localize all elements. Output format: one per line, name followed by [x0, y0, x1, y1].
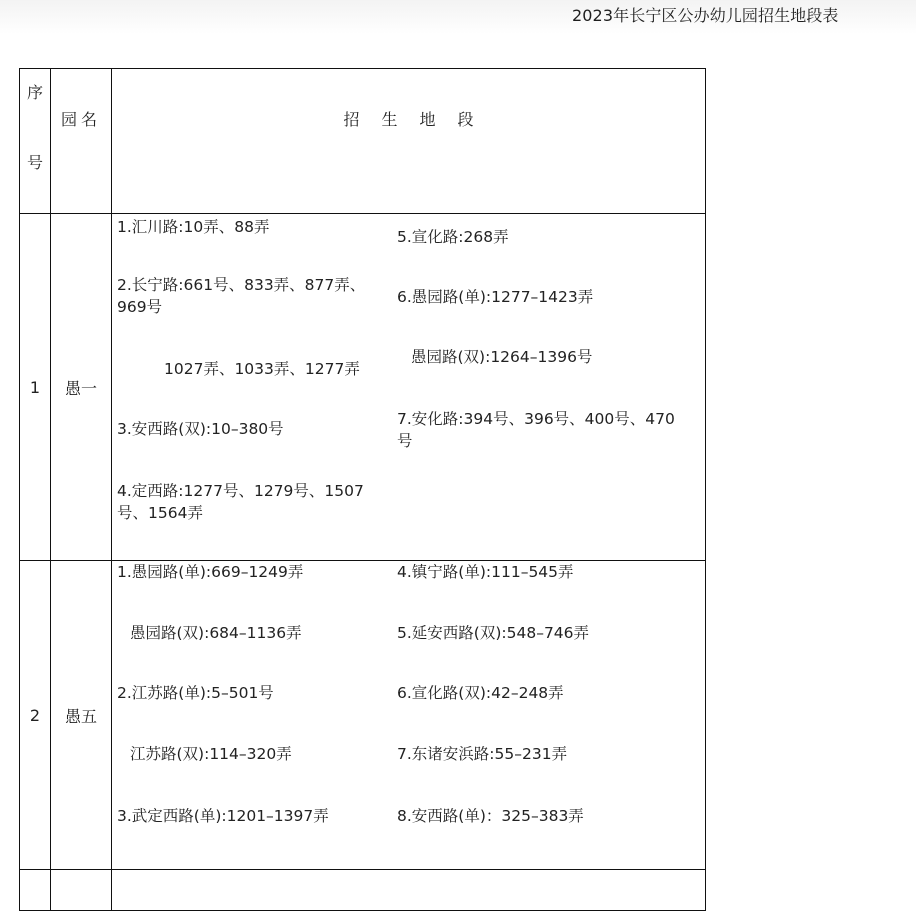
area-item: 4.定西路:1277号、1279号、1507号、1564弄 [117, 482, 364, 522]
table-header-row [20, 69, 706, 214]
area-item: 愚园路(双):1264–1396号 [411, 348, 593, 366]
kindergarten-name: 愚一 [51, 214, 112, 561]
area-item: 7.东诸安浜路:55–231弄 [397, 745, 568, 763]
header-area [112, 69, 706, 214]
area-item: 2.江苏路(单):5–501号 [117, 684, 274, 702]
area-item: 6.宣化路(双):42–248弄 [397, 684, 564, 702]
table-row [20, 214, 706, 561]
area-item: 5.延安西路(双):548–746弄 [397, 624, 590, 642]
area-item: 江苏路(双):114–320弄 [130, 745, 292, 763]
area-item: 3.武定西路(单):1201–1397弄 [117, 807, 329, 825]
header-area-label: 招生地段 [343, 110, 496, 129]
area-item-text: 2.长宁路:661号、833弄、877弄、969号 [117, 276, 366, 316]
area-item: 8.安西路(单)：325–383弄 [397, 807, 584, 825]
area-item: 6.愚园路(单):1277–1423弄 [397, 288, 594, 306]
enrollment-table [19, 68, 706, 911]
row-index: 2 [20, 561, 51, 870]
area-item: 5.宣化路:268弄 [397, 228, 509, 246]
header-name-label: 园名 [60, 110, 101, 129]
header-index-char-2: 号 [26, 153, 43, 172]
header-index-char-1: 序 [26, 83, 43, 102]
table-row [20, 870, 706, 911]
document-title: 2023年长宁区公办幼儿园招生地段表 [572, 6, 839, 25]
area-cell [112, 214, 706, 561]
area-item: 1027弄、1033弄、1277弄 [164, 360, 360, 378]
area-item: 3.安西路(双):10–380号 [117, 420, 284, 438]
kindergarten-name: 愚五 [51, 561, 112, 870]
area-cell [112, 870, 706, 911]
area-item [117, 274, 385, 318]
row-index [20, 870, 51, 911]
area-item: 4.镇宁路(单):111–545弄 [397, 563, 574, 581]
area-item: 7.安化路:394号、396号、400号、470号 [397, 410, 675, 450]
kindergarten-name [51, 870, 112, 911]
table-row [20, 561, 706, 870]
row-index: 1 [20, 214, 51, 561]
area-item: 愚园路(双):684–1136弄 [130, 624, 302, 642]
area-item: 1.汇川路:10弄、88弄 [117, 218, 270, 236]
header-index [20, 69, 51, 214]
header-name [51, 69, 112, 214]
area-cell [112, 561, 706, 870]
area-item: 1.愚园路(单):669–1249弄 [117, 563, 304, 581]
